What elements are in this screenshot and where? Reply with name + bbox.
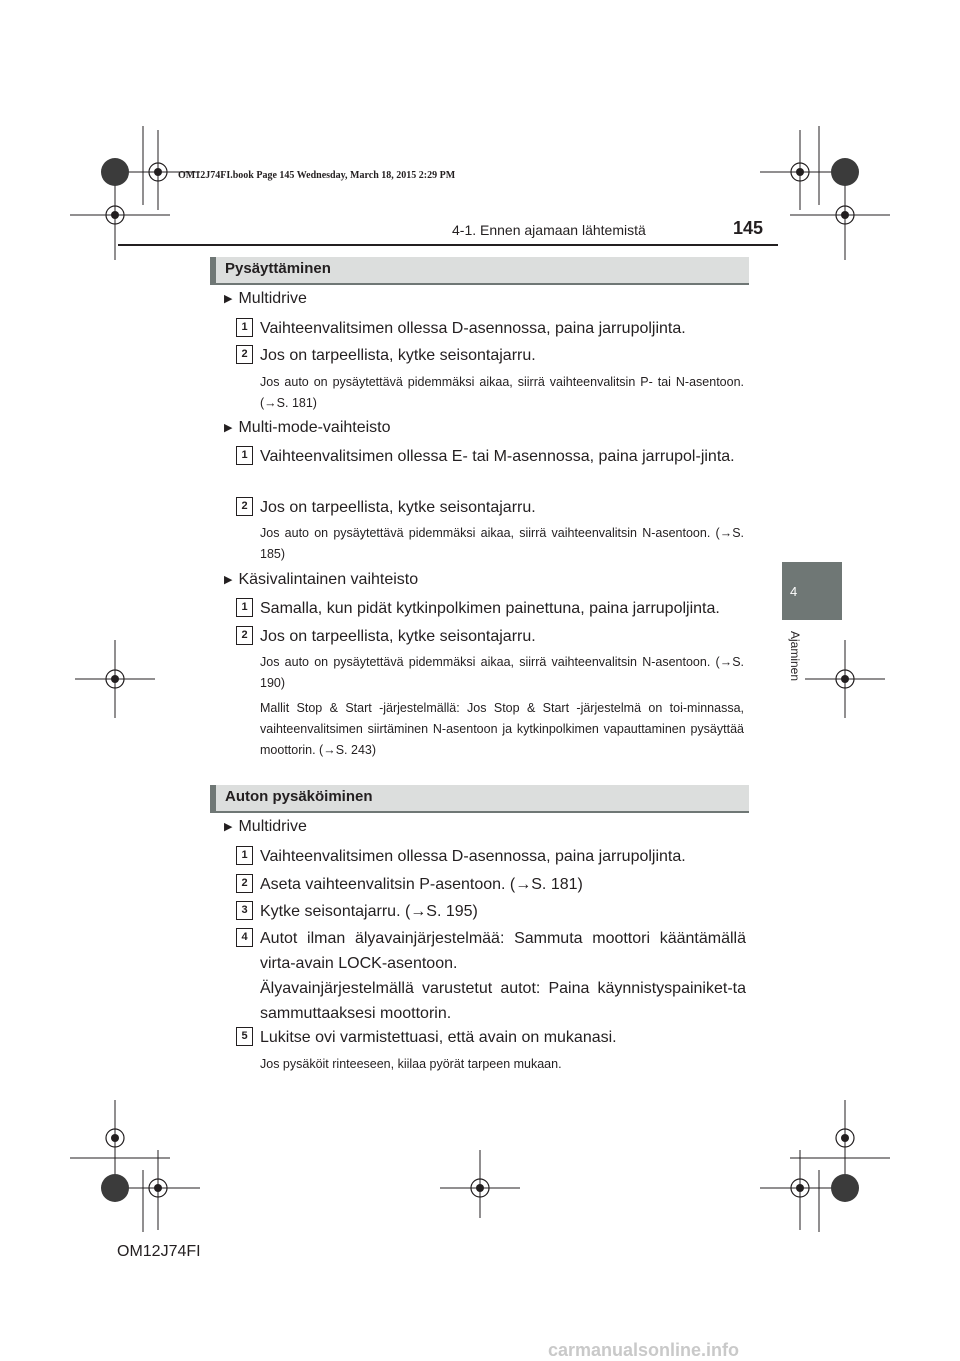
step-item: 1 Vaihteenvalitsimen ollessa D-asennossa, paina jarrupoljinta. (236, 844, 746, 869)
note-text: Jos auto on pysäytettävä pidemmäksi aikaa, siirrä vaihteenvalitsin N-asentoon. (→S. 190) (260, 655, 744, 690)
section-heading: Pysäyttäminen (210, 257, 749, 285)
section-heading: Auton pysäköiminen (210, 785, 749, 813)
step-item: 1 Vaihteenvalitsimen ollessa D-asennossa, paina jarrupoljinta. (236, 316, 746, 341)
section-header-title: 4-1. Ennen ajamaan lähtemistä (452, 222, 646, 238)
step-item: 2 Jos on tarpeellista, kytke seisontajarru. (236, 624, 746, 649)
note-text: Jos auto on pysäytettävä pidemmäksi aikaa, siirrä vaihteenvalitsin P- tai N-asentoon. (→S. 181) (260, 375, 744, 410)
step-item: 3 Kytke seisontajarru. (→S. 195) (236, 899, 746, 924)
watermark: carmanualsonline.info (548, 1340, 740, 1360)
step-item: 4 Autot ilman älyavainjärjestelmää: Sammuta moottori kääntämällä virta-avain LOCK-asentoon. (236, 926, 746, 976)
bullet-heading: ▶ Multidrive (224, 290, 307, 307)
step-item: 2 Aseta vaihteenvalitsin P-asentoon. (→S. 181) (236, 872, 746, 897)
chapter-label: Ajaminen (788, 631, 802, 682)
chapter-number: 4 (790, 584, 798, 599)
bullet-heading: ▶ Multidrive (224, 818, 307, 835)
step-item: 1 Samalla, kun pidät kytkinpolkimen painettuna, paina jarrupoljinta. (236, 596, 746, 621)
manual-code: OM12J74FI (117, 1243, 201, 1260)
note-text: Mallit Stop & Start -järjestelmällä: Jos Stop & Start -järjestelmä on toi-minnassa, vaihteenvalitsimen siirtäminen N-asentoon ja kytkinpolkimen vapauttaminen pysäyttää moottorin. (→S. 243) (260, 701, 744, 757)
step-item: 2 Jos on tarpeellista, kytke seisontajarru. (236, 495, 746, 520)
note-text: Jos auto on pysäytettävä pidemmäksi aikaa, siirrä vaihteenvalitsin N-asentoon. (→S. 185) (260, 526, 744, 561)
bullet-heading: ▶ Multi-mode-vaihteisto (224, 419, 391, 436)
step-item: 1 Vaihteenvalitsimen ollessa E- tai M-asennossa, paina jarrupol-jinta. (236, 444, 746, 469)
step-item: 5 Lukitse ovi varmistettuasi, että avain on mukanasi. (236, 1025, 746, 1050)
header-divider (118, 244, 778, 246)
note-text: Jos pysäköit rinteeseen, kiilaa pyörät tarpeen mukaan. (260, 1057, 562, 1071)
step-item: 2 Jos on tarpeellista, kytke seisontajarru. (236, 343, 746, 368)
step-continuation: Älyavainjärjestelmällä varustetut autot: Paina käynnistyspainiket-ta sammuttaaksesi moottorin. (260, 980, 746, 1022)
page-number: 145 (733, 218, 764, 238)
print-info: OM12J74FI.book Page 145 Wednesday, March 18, 2015 2:29 PM (178, 170, 456, 181)
chapter-tab (782, 562, 842, 620)
bullet-heading: ▶ Käsivalintainen vaihteisto (224, 571, 419, 588)
